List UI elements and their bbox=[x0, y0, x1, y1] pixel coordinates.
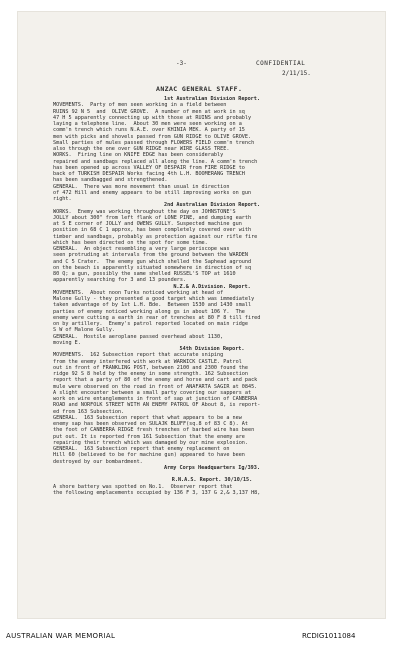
body-line: MOVEMENTS. 162 Subsection report that accurate sniping bbox=[53, 352, 224, 359]
body-line: at S E corner of JOLLY and OWENS GULLY. Suspected machine gun bbox=[53, 221, 242, 227]
body-line: GENERAL. Hostile aeroplane passed overhead about 1130, bbox=[53, 333, 224, 340]
body-line: of 472 Hill and enemy appears to be still improving works on gun bbox=[53, 189, 252, 196]
classification-label: CONFIDENTIAL bbox=[256, 60, 306, 67]
body-line: WORKS. Enemy was working throughout the day on JOHNSTONE'S bbox=[53, 208, 236, 215]
body-line: has been sandbagged and strengthened. bbox=[53, 177, 168, 184]
body-line: Malone Gully - they presented a good target which was immediately bbox=[53, 296, 255, 302]
body-line: right. bbox=[53, 196, 72, 202]
body-line: Small parties of mules passed through FLOWERS FIELD comm'n trench bbox=[53, 139, 255, 146]
body-line: WORKS. Firing line on KNIFE EDGE has been considerably bbox=[53, 152, 224, 159]
body-line: men with picks and shovels passed from GUN RIDGE to OLIVE GROVE. bbox=[53, 133, 252, 140]
body-line: mule were observed on the road in front of ANAFARTA SAGIR at 0845. bbox=[53, 383, 258, 390]
body-line: enemy were cutting a earth in rear of trenches at 80 F 8 till fired bbox=[53, 314, 261, 321]
section-heading: R.N.A.S. Report. 30/10/15. bbox=[171, 477, 253, 484]
document-date: 2/11/15. bbox=[282, 70, 311, 77]
body-line: enemy sap has been observed on SULAJK BLUFF(sq.8 of 83 C 8). At bbox=[53, 421, 248, 427]
body-line: work on wire entanglements in front of sap at junction of CANBERRA bbox=[53, 396, 258, 402]
body-line: laying a telephone line. About 30 men were seen working on a bbox=[53, 121, 242, 127]
body-line: repaired and sandbags replaced all along the line. A comm'n trench bbox=[53, 158, 258, 165]
body-line: 47 H 5 apparently connecting up with those at RUINS and probably bbox=[53, 114, 252, 121]
body-line: MOVEMENTS. About noon Turks noticed working at head of bbox=[53, 289, 224, 296]
body-line: GENERAL. 163 Subsection report that what appears to be a new bbox=[53, 414, 242, 421]
body-line: out in front of FRANKLING POST, between 2100 and 2300 found the bbox=[53, 364, 248, 371]
body-line: and C 5 Crater. The enemy gun which shelled the Saphead aground bbox=[53, 258, 252, 265]
body-line: the foot of CANBERRA RIDGE fresh trenches of barbed wire has been bbox=[53, 427, 255, 434]
body-line: apparently searching for 3 and 13 pounders. bbox=[53, 277, 187, 284]
section-heading: 54th Division Report. bbox=[179, 346, 245, 352]
body-line: from the enemy interfered with work at WARWICK CASTLE. Patrol bbox=[53, 358, 242, 365]
body-line: timber and sandbags, probably as protection against our rifle fire bbox=[53, 233, 258, 240]
document-page bbox=[18, 12, 385, 618]
body-line: parties of enemy noticed working along gs in about 106 Y. The bbox=[53, 308, 245, 315]
body-line: comm'n trench which runs N.A.E. over KHINIA MEK. A party of 15 bbox=[53, 127, 245, 134]
body-line: ROAD and NORFOLK STREET WITH AN ENEMY PATROL OF About 8, is report- bbox=[53, 402, 261, 409]
body-line: back of TURKISH DESPAIR Works facing 4th L.H. BOOMERANG TRENCH bbox=[53, 171, 245, 177]
body-line: GENERAL. 163 Subsection report that enemy replacement on bbox=[53, 446, 230, 452]
body-line: Hill 60 (believed to be for machine gun) appeared to have been bbox=[53, 452, 245, 459]
body-line: position in 68 C 1 approx, has been completely covered over with bbox=[53, 227, 252, 234]
section-heading: Army Corps Headquarters Ig/393. bbox=[164, 464, 260, 471]
section-heading: 1st Australian Division Report. bbox=[164, 96, 260, 102]
body-line: report that a party of 80 of the enemy and horse and cart and pack bbox=[53, 377, 258, 384]
body-line: A shore battery was spotted on No.1. Observer report that bbox=[53, 483, 233, 490]
page-number: -3- bbox=[176, 60, 187, 67]
body-line: MOVEMENTS. Party of men seen working in a field between bbox=[53, 102, 227, 109]
body-line: A slight encounter between a small party covering our sappers at bbox=[53, 389, 252, 396]
body-line: S W of Malone Gully. bbox=[53, 327, 115, 334]
section-heading: N.Z.& A.Division. Report. bbox=[173, 283, 251, 290]
body-line: on by artillery. Enemy's patrol reported located on main ridge bbox=[53, 321, 248, 327]
body-line: has been opened up across VALLEY OF DESPAIR from FIRE RIDGE to bbox=[53, 164, 245, 171]
document-body bbox=[53, 96, 371, 496]
body-line: also through the one over GUN RIDGE near WIRE GLASS TREE. bbox=[53, 146, 230, 152]
body-line: put out. It is reported from 161 Subsection that the enemy are bbox=[53, 433, 245, 440]
body-line: moving E. bbox=[53, 339, 81, 346]
body-line: on the beach is apparently situated somewhere in direction of sq bbox=[53, 264, 252, 271]
body-line: which has been directed on the spot for some time. bbox=[53, 239, 208, 246]
archive-credit: AUSTRALIAN WAR MEMORIAL bbox=[6, 632, 116, 640]
archive-reference: RCDIG1011084 bbox=[302, 632, 356, 640]
body-line: the following emplacements occupied by 136 F 3, 137 G 2,& 3,137 H8, bbox=[53, 489, 261, 496]
document-title: ANZAC GENERAL STAFF. bbox=[156, 85, 243, 93]
body-line: GENERAL. There was more movement than usual in direction bbox=[53, 183, 230, 190]
body-line: seen protruding at intervals from the ground between the WARDEN bbox=[53, 252, 248, 259]
body-line: repairing their trench which was damaged by our mine explosion. bbox=[53, 439, 248, 446]
body-line: JOLLY about 300" from left flank of LONE PINE, and dumping earth bbox=[53, 214, 252, 221]
body-line: ridge 92 S 8 held by the enemy in some strength. 162 Subsection bbox=[53, 371, 248, 377]
body-line: taken advantage of by 1st L.H. Bde. Between 1530 and 1430 small bbox=[53, 302, 252, 309]
body-line: GENERAL. An object resembling a very large periscope was bbox=[53, 246, 230, 252]
body-line: RUINS 92 N 5 and OLIVE GROVE. A number of men at work in sq bbox=[53, 108, 245, 115]
body-line: destroyed by our bombardment. bbox=[53, 458, 143, 465]
section-heading: 2nd Australian Division Report. bbox=[164, 202, 260, 209]
body-line: 80 Q; a gun, possibly the same shelled RUSSEL'S TOP at 1610 bbox=[53, 271, 236, 277]
body-line: ed from 163 Subsection. bbox=[53, 408, 125, 415]
